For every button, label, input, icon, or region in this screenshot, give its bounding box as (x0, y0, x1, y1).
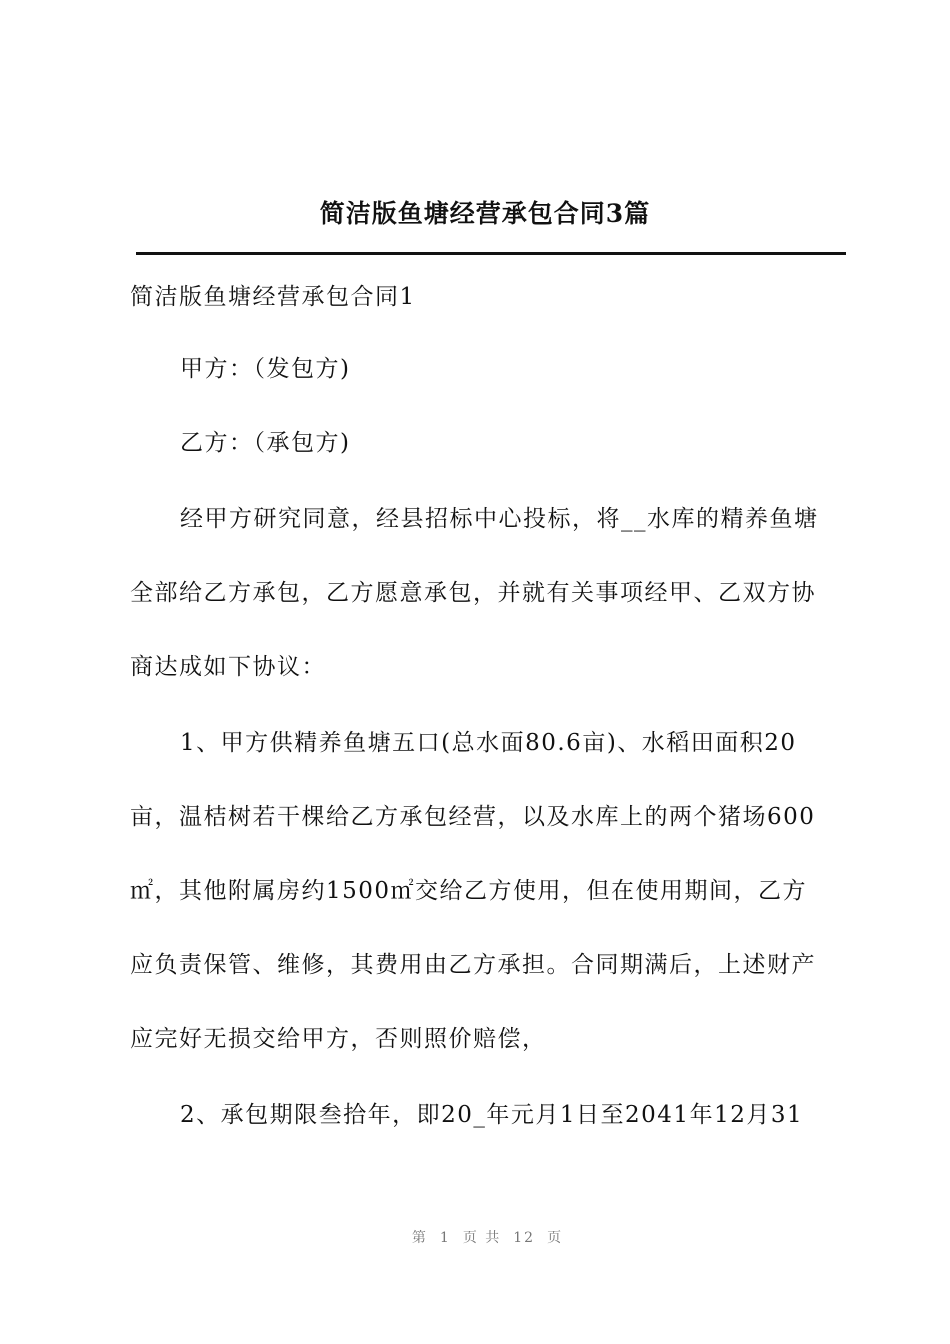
party-a-line: 甲方：（发包方) (180, 356, 351, 382)
paragraph-line: 经甲方研究同意，经县招标中心投标，将__水库的精养鱼塘 (180, 506, 819, 532)
section-heading: 简洁版鱼塘经营承包合同1 (130, 284, 416, 310)
page-footer (0, 1228, 950, 1248)
footer-page-number: 1 (439, 1230, 451, 1246)
paragraph-line: 应完好无损交给甲方，否则照价赔偿， (130, 1026, 547, 1052)
paragraph-line: 应负责保管、维修，其费用由乙方承担。合同期满后，上述财产 (130, 952, 816, 978)
footer-suffix: 页 (547, 1230, 564, 1246)
paragraph-line: 亩，温桔树若干棵给乙方承包经营，以及水库上的两个猪场600 (130, 804, 816, 830)
title-divider (136, 252, 846, 255)
paragraph-line: ㎡，其他附属房约1500㎡交给乙方使用，但在使用期间，乙方 (130, 878, 808, 904)
paragraph-line: 2、承包期限叁拾年，即20_年元月1日至2041年12月31 (180, 1102, 804, 1128)
party-b-line: 乙方：（承包方) (180, 430, 351, 456)
footer-prefix: 第 (411, 1230, 428, 1246)
paragraph-line: 1、甲方供精养鱼塘五口(总水面80.6亩)、水稻田面积20 (180, 730, 797, 756)
document-title: 简洁版鱼塘经营承包合同3篇 (319, 199, 651, 228)
footer-total-pages: 12 (513, 1230, 536, 1246)
paragraph-line: 商达成如下协议： (130, 654, 326, 680)
paragraph-line: 全部给乙方承包，乙方愿意承包，并就有关事项经甲、乙双方协 (130, 580, 816, 606)
footer-middle: 页 共 (462, 1230, 502, 1246)
